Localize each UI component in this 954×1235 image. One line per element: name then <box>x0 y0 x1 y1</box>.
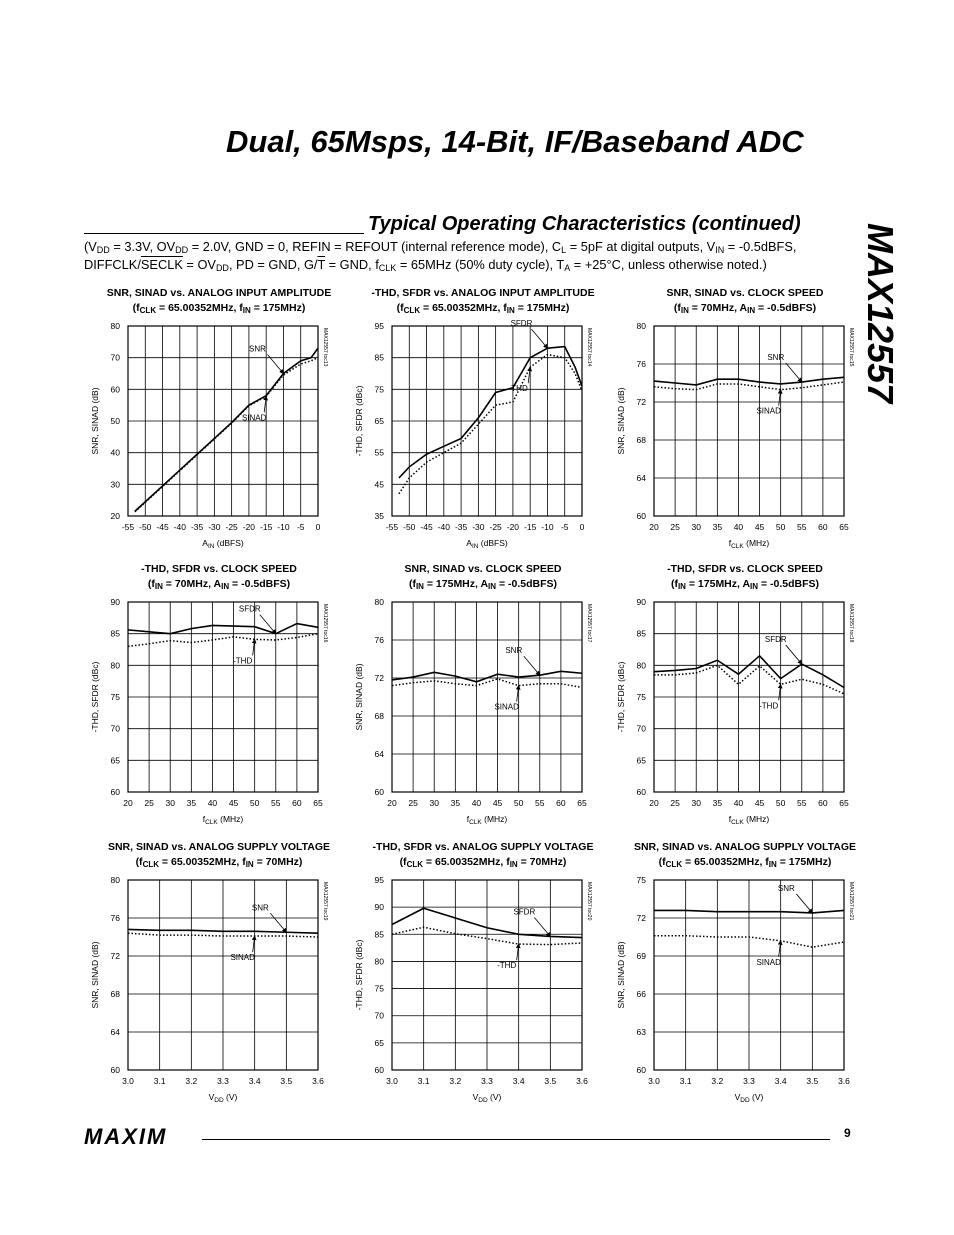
y-tick-label: 80 <box>636 321 646 331</box>
x-tick-label: 3.4 <box>512 1076 525 1086</box>
y-axis-label: SNR, SINAD (dB) <box>354 663 364 731</box>
chart-3 <box>610 286 880 556</box>
chart-5 <box>348 562 618 832</box>
x-tick-label: 3.1 <box>679 1076 692 1086</box>
y-tick-label: 45 <box>374 479 384 490</box>
x-tick-label: 20 <box>387 798 397 808</box>
figure-code: MAX12557 toc18 <box>848 604 854 643</box>
y-tick-label: 68 <box>110 989 120 999</box>
x-tick-label: 30 <box>691 798 701 808</box>
x-tick-label: 35 <box>712 522 723 532</box>
y-tick-label: 90 <box>636 597 646 607</box>
x-tick-label: -50 <box>403 522 416 532</box>
x-tick-label: 3.6 <box>838 1076 850 1086</box>
x-tick-label: 20 <box>649 522 659 532</box>
x-tick-label: 3.1 <box>153 1076 166 1086</box>
x-tick-label: 55 <box>797 522 807 532</box>
chart-title-line1: SNR, SINAD vs. ANALOG SUPPLY VOLTAGE <box>107 841 331 853</box>
x-tick-label: 55 <box>535 798 545 808</box>
chart-8 <box>348 840 618 1110</box>
plot-frame <box>654 326 844 516</box>
x-tick-label: 3.1 <box>417 1076 430 1086</box>
y-tick-label: 60 <box>374 1065 384 1075</box>
y-tick-label: 65 <box>636 755 646 766</box>
x-tick-label: -5 <box>296 522 305 532</box>
x-tick-label: 65 <box>839 522 849 532</box>
x-tick-label: 30 <box>429 798 439 808</box>
y-tick-label: 76 <box>110 913 120 923</box>
figure-code: MAX12557 toc19 <box>322 882 328 921</box>
x-tick-label: 50 <box>775 798 786 808</box>
y-tick-label: 60 <box>636 1065 646 1075</box>
y-tick-label: 68 <box>636 435 646 445</box>
x-tick-label: -10 <box>541 522 554 532</box>
x-tick-label: 50 <box>513 798 524 808</box>
label-leader <box>534 917 550 936</box>
x-tick-label: -15 <box>260 522 273 532</box>
series-line-sfdr <box>128 624 318 634</box>
x-tick-label: 25 <box>408 798 418 808</box>
chart-2 <box>348 286 618 556</box>
x-tick-label: -40 <box>173 522 186 532</box>
y-tick-label: 80 <box>374 597 384 607</box>
series-label: SFDR <box>510 319 533 329</box>
chart-7 <box>84 840 354 1110</box>
series-label: SNR <box>767 353 785 363</box>
y-tick-label: 76 <box>374 635 384 645</box>
chart-svg <box>84 286 354 556</box>
x-tick-label: -30 <box>208 522 221 532</box>
y-tick-label: 40 <box>110 447 120 458</box>
chart-title-line1: SNR, SINAD vs. CLOCK SPEED <box>666 287 824 299</box>
x-tick-label: 3.3 <box>217 1076 229 1086</box>
y-tick-label: 85 <box>374 352 384 363</box>
y-tick-label: 69 <box>636 951 646 961</box>
x-axis-label: fCLK (MHz) <box>728 538 770 550</box>
x-tick-label: 35 <box>712 798 723 808</box>
series-label: SFDR <box>513 907 536 917</box>
x-tick-label: -15 <box>524 522 537 532</box>
y-tick-label: 70 <box>636 723 646 734</box>
y-tick-label: 64 <box>374 749 384 759</box>
figure-code: MAX12557 toc16 <box>322 604 328 643</box>
x-tick-label: 3.0 <box>122 1076 134 1086</box>
x-tick-label: 65 <box>839 798 849 808</box>
x-tick-label: -5 <box>560 522 569 532</box>
x-tick-label: -10 <box>277 522 290 532</box>
chart-svg <box>610 286 880 556</box>
x-axis-label: fCLK (MHz) <box>728 814 770 826</box>
series-line-snr <box>392 671 582 681</box>
x-tick-label: 3.0 <box>648 1076 660 1086</box>
figure-code: MAX12557 toc21 <box>848 882 854 921</box>
x-tick-label: -30 <box>472 522 485 532</box>
x-tick-label: 3.5 <box>806 1076 819 1086</box>
x-tick-label: -45 <box>420 522 433 532</box>
chart-title-line2: ($f_{IN} = 175MHz$, $A_{IN}$ = -0.5dBFS) <box>670 578 820 591</box>
chart-title-line1: -THD, SFDR vs. CLOCK SPEED <box>141 563 297 575</box>
x-tick-label: 3.5 <box>544 1076 557 1086</box>
y-tick-label: 75 <box>110 692 120 702</box>
chart-title-line2: ($f_{CLK} = 65.00352MHz$, $f_{IN} = 175MHz$) <box>658 856 832 869</box>
y-tick-label: 80 <box>110 321 120 331</box>
x-tick-label: 0 <box>579 522 585 532</box>
label-leader <box>786 363 802 382</box>
x-tick-label: 3.2 <box>711 1076 724 1086</box>
series-label: SINAD <box>756 957 781 967</box>
x-tick-label: 60 <box>818 522 828 532</box>
series-line-sinad <box>392 679 582 688</box>
x-tick-label: 65 <box>577 798 587 808</box>
x-tick-label: 55 <box>271 798 281 808</box>
x-tick-label: 45 <box>228 798 239 808</box>
y-tick-label: 60 <box>110 384 120 395</box>
x-tick-label: 25 <box>670 798 680 808</box>
x-tick-label: 25 <box>144 798 154 808</box>
series-label: SNR <box>251 903 269 913</box>
x-tick-label: 3.6 <box>576 1076 588 1086</box>
x-tick-label: 40 <box>471 798 482 808</box>
x-tick-label: 0 <box>315 522 321 532</box>
label-leader <box>531 329 547 348</box>
chart-title-line2: ($f_{CLK} = 65.00352MHz$, $f_{IN} = 175MHz$) <box>396 302 570 315</box>
x-axis-label: VDD (V) <box>208 1092 238 1104</box>
x-tick-label: 65 <box>313 798 323 808</box>
y-tick-label: 35 <box>374 511 384 521</box>
section-rule <box>84 233 364 234</box>
label-leader <box>270 913 286 932</box>
x-tick-label: -45 <box>156 522 169 532</box>
y-tick-label: 60 <box>636 511 646 521</box>
x-tick-label: 50 <box>249 798 260 808</box>
y-tick-label: 60 <box>110 787 120 797</box>
y-tick-label: 65 <box>374 416 384 426</box>
x-tick-label: -25 <box>489 522 502 532</box>
x-tick-label: -35 <box>190 522 204 532</box>
part-number-text: MAX12557 <box>860 223 901 404</box>
x-tick-label: 3.4 <box>248 1076 261 1086</box>
x-tick-label: -20 <box>506 522 520 532</box>
series-label: SINAD <box>241 413 267 423</box>
series-label: -THD <box>508 384 528 394</box>
x-axis-label: VDD (V) <box>472 1092 502 1104</box>
y-tick-label: 75 <box>636 692 646 702</box>
y-tick-label: 70 <box>110 723 120 734</box>
x-tick-label: 55 <box>797 798 807 808</box>
x-tick-label: 40 <box>733 798 744 808</box>
x-axis-label: AIN (dBFS) <box>202 538 244 550</box>
chart-title-line2: ($f_{IN} = 175MHz$, $A_{IN}$ = -0.5dBFS) <box>408 578 558 591</box>
chart-svg <box>348 840 618 1110</box>
x-tick-label: -55 <box>385 522 399 532</box>
y-tick-label: 70 <box>110 352 120 363</box>
x-tick-label: 3.6 <box>312 1076 324 1086</box>
x-tick-label: 3.2 <box>449 1076 462 1086</box>
chart-title-line2: ($f_{CLK} = 65.00352MHz$, $f_{IN} = 70MHz$) <box>399 856 567 869</box>
chart-title-line1: -THD, SFDR vs. ANALOG INPUT AMPLITUDE <box>371 287 595 299</box>
y-axis-label: SNR, SINAD (dB) <box>616 941 626 1009</box>
series-line-sfdr <box>654 656 844 688</box>
chart-title-line2: ($f_{CLK} = 65.00352MHz$, $f_{IN} = 175MHz$) <box>132 302 306 315</box>
y-tick-label: 64 <box>110 1027 120 1037</box>
chart-title-line1: SNR, SINAD vs. ANALOG INPUT AMPLITUDE <box>106 287 332 299</box>
x-tick-label: 50 <box>775 522 786 532</box>
x-tick-label: -20 <box>242 522 256 532</box>
y-tick-label: 72 <box>636 913 646 923</box>
y-axis-label: SNR, SINAD (dB) <box>90 941 100 1009</box>
series-label: SINAD <box>230 953 255 963</box>
maxim-logo: MAXIM <box>84 1124 168 1149</box>
y-axis-label: -THD, SFDR (dBc) <box>354 939 364 1011</box>
series-label: SNR <box>249 344 266 354</box>
x-axis-label: AIN (dBFS) <box>466 538 508 550</box>
series-label: SFDR <box>238 604 261 614</box>
chart-title-line1: SNR, SINAD vs. CLOCK SPEED <box>404 563 562 575</box>
y-tick-label: 65 <box>110 755 120 766</box>
figure-code: MAX12557 toc17 <box>586 604 592 643</box>
page-number: 9 <box>844 1126 851 1140</box>
y-tick-label: 76 <box>636 359 646 369</box>
figure-code: MAX12557 toc13 <box>322 328 328 367</box>
y-tick-label: 55 <box>374 447 384 458</box>
label-leader <box>796 894 812 913</box>
chart-svg <box>348 286 618 556</box>
chart-4 <box>84 562 354 832</box>
y-axis-label: -THD, SFDR (dBc) <box>616 661 626 733</box>
y-tick-label: 64 <box>636 473 646 483</box>
series-label: -THD <box>497 961 517 971</box>
x-axis-label: fCLK (MHz) <box>466 814 508 826</box>
x-tick-label: 35 <box>450 798 461 808</box>
section-title: Typical Operating Characteristics (continued) <box>368 213 801 235</box>
y-tick-label: 85 <box>110 628 120 639</box>
y-tick-label: 95 <box>374 875 384 885</box>
x-tick-label: 35 <box>186 798 197 808</box>
x-tick-label: 3.4 <box>774 1076 787 1086</box>
y-tick-label: 80 <box>110 660 120 671</box>
y-tick-label: 80 <box>110 875 120 885</box>
x-tick-label: -25 <box>225 522 238 532</box>
plot-frame <box>392 602 582 792</box>
x-tick-label: 3.2 <box>185 1076 198 1086</box>
y-tick-label: 75 <box>374 983 384 994</box>
series-label: SFDR <box>764 635 787 645</box>
x-tick-label: -55 <box>121 522 135 532</box>
series-label: -THD <box>233 656 253 666</box>
figure-code: MAX12557 toc20 <box>586 882 592 921</box>
series-label: SINAD <box>756 406 781 416</box>
label-leader <box>524 656 540 675</box>
y-tick-label: 85 <box>636 628 646 639</box>
series-label: -THD <box>759 701 779 711</box>
y-tick-label: 66 <box>636 989 646 999</box>
chart-svg <box>84 562 354 832</box>
x-tick-label: 3.5 <box>280 1076 293 1086</box>
page-title: Dual, 65Msps, 14-Bit, IF/Baseband ADC <box>226 124 804 159</box>
y-tick-label: 60 <box>636 787 646 797</box>
chart-svg <box>348 562 618 832</box>
series-line-thd <box>128 634 318 647</box>
y-tick-label: 95 <box>374 321 384 331</box>
series-label: SINAD <box>494 702 519 712</box>
x-tick-label: 3.3 <box>481 1076 493 1086</box>
y-axis-label: -THD, SFDR (dBc) <box>354 385 364 457</box>
y-tick-label: 72 <box>110 951 120 961</box>
figure-code: MAX12557 toc14 <box>586 328 592 367</box>
y-tick-label: 80 <box>636 660 646 671</box>
figure-code: MAX12557 toc15 <box>848 328 854 367</box>
x-tick-label: 3.0 <box>386 1076 398 1086</box>
x-tick-label: 40 <box>733 522 744 532</box>
x-axis-label: fCLK (MHz) <box>202 814 244 826</box>
y-axis-label: SNR, SINAD (dB) <box>90 387 100 455</box>
y-tick-label: 63 <box>636 1027 646 1037</box>
series-label: SNR <box>777 883 795 893</box>
x-tick-label: 60 <box>818 798 828 808</box>
y-axis-label: SNR, SINAD (dB) <box>616 387 626 455</box>
chart-9 <box>610 840 880 1110</box>
x-tick-label: 40 <box>207 798 218 808</box>
y-tick-label: 65 <box>374 1037 384 1048</box>
chart-svg <box>610 840 880 1110</box>
chart-title-line1: -THD, SFDR vs. CLOCK SPEED <box>667 563 823 575</box>
x-tick-label: 60 <box>292 798 302 808</box>
chart-title-line2: ($f_{IN} = 70MHz$, $A_{IN}$ = -0.5dBFS) <box>147 578 291 591</box>
y-tick-label: 85 <box>374 929 384 940</box>
y-tick-label: 90 <box>374 902 384 913</box>
x-axis-label: VDD (V) <box>734 1092 764 1104</box>
x-tick-label: -35 <box>454 522 468 532</box>
x-tick-label: 20 <box>649 798 659 808</box>
y-tick-label: 72 <box>374 673 384 683</box>
y-tick-label: 75 <box>374 384 384 395</box>
y-tick-label: 90 <box>110 597 120 607</box>
y-tick-label: 60 <box>110 1065 120 1075</box>
x-tick-label: 20 <box>123 798 133 808</box>
x-tick-label: 45 <box>754 798 765 808</box>
series-line-snr <box>654 377 844 385</box>
y-tick-label: 68 <box>374 711 384 721</box>
y-tick-label: 72 <box>636 397 646 407</box>
x-tick-label: -40 <box>437 522 450 532</box>
x-tick-label: 30 <box>691 522 701 532</box>
chart-title-line1: -THD, SFDR vs. ANALOG SUPPLY VOLTAGE <box>372 841 594 853</box>
y-tick-label: 80 <box>374 956 384 967</box>
y-tick-label: 70 <box>374 1010 384 1021</box>
chart-svg <box>84 840 354 1110</box>
x-tick-label: 30 <box>165 798 175 808</box>
series-label: SNR <box>505 646 523 656</box>
y-tick-label: 60 <box>374 787 384 797</box>
x-tick-label: 45 <box>492 798 503 808</box>
chart-title-line1: SNR, SINAD vs. ANALOG SUPPLY VOLTAGE <box>633 841 857 853</box>
y-axis-label: -THD, SFDR (dBc) <box>90 661 100 733</box>
chart-svg <box>610 562 880 832</box>
test-conditions: ($V_{DD} = 3.3V$, $OV_{DD} = 2.0V$, GND = 0, REFIN = REFOUT (internal reference mode), $C_L = 5pF$ at digital outputs, $V_{IN}$ = -0.5dBFS, DIFFCLK/SECLK = $OV_{DD}$, PD = GND, $G/\overline{T}$ = GND, $f_{CLK} = 65MHz$ (50% duty cycle), $T_A = +25^\circ C$, unless otherwise noted.) <box>84 239 797 273</box>
x-tick-label: 3.3 <box>743 1076 755 1086</box>
chart-6 <box>610 562 880 832</box>
y-tick-label: 75 <box>636 875 646 885</box>
y-tick-label: 30 <box>110 479 120 490</box>
label-leader <box>786 645 802 664</box>
x-tick-label: -50 <box>139 522 152 532</box>
x-tick-label: 60 <box>556 798 566 808</box>
x-tick-label: 25 <box>670 522 680 532</box>
chart-1 <box>84 286 354 556</box>
chart-title-line2: ($f_{IN} = 70MHz$, $A_{IN}$ = -0.5dBFS) <box>673 302 817 315</box>
x-tick-label: 45 <box>754 522 765 532</box>
y-tick-label: 50 <box>110 416 120 426</box>
y-tick-label: 20 <box>110 511 120 521</box>
chart-title-line2: ($f_{CLK} = 65.00352MHz$, $f_{IN} = 70MHz$) <box>135 856 303 869</box>
footer-rule <box>202 1139 830 1140</box>
